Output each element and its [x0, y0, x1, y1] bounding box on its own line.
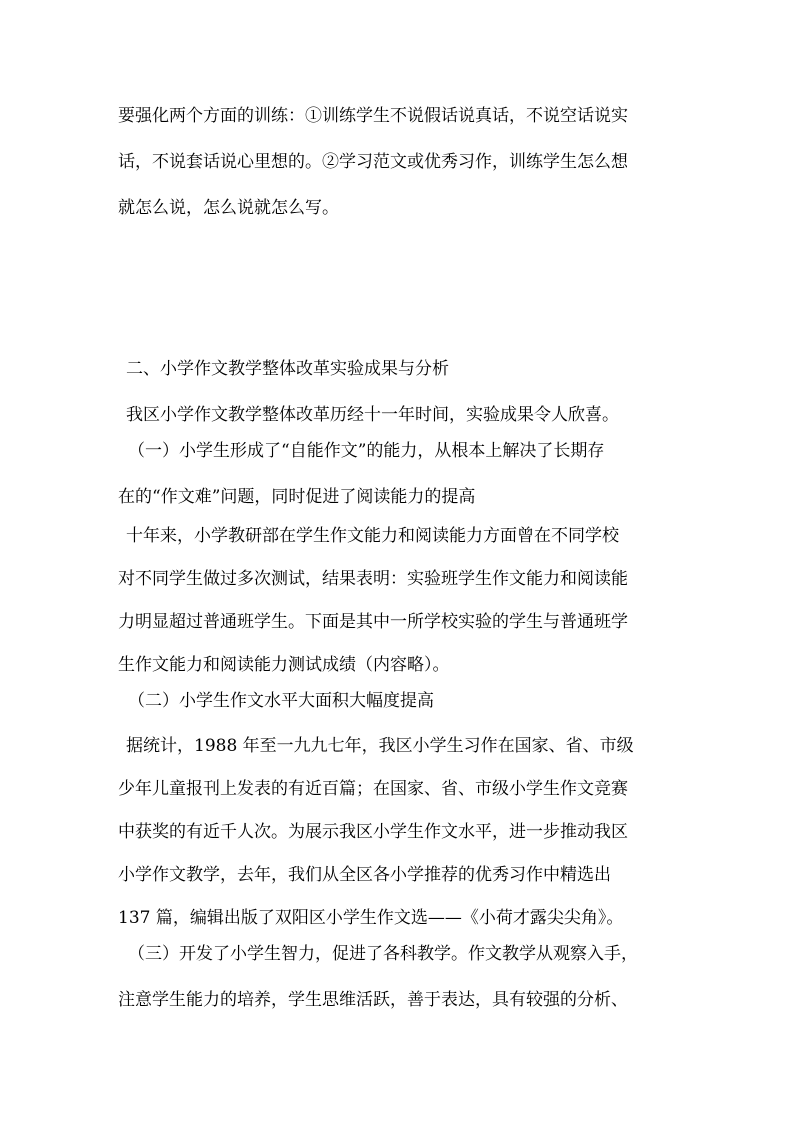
- paragraph-3-line-2: 少年儿童报刊上发表的有近百篇；在国家、省、市级小学生作文竞赛: [118, 779, 628, 799]
- section-intro: 我区小学作文教学整体改革历经十一年时间，实验成果令人欣喜。: [126, 405, 619, 425]
- paragraph-1-line-3: 就怎么说，怎么说就怎么写。: [118, 198, 339, 218]
- subheading-1-line-2: 在的“作文难”问题，同时促进了阅读能力的提高: [118, 487, 476, 507]
- paragraph-2-line-2: 对不同学生做过多次测试，结果表明：实验班学生作文能力和阅读能: [118, 569, 628, 589]
- subheading-2: （二）小学生作文水平大面积大幅度提高: [128, 691, 434, 711]
- section-heading: 二、小学作文教学整体改革实验成果与分析: [126, 359, 449, 379]
- paragraph-1-line-1: 要强化两个方面的训练：①训练学生不说假话说真话，不说空话说实: [118, 106, 628, 126]
- subheading-1-line-1: （一）小学生形成了“自能作文”的能力，从根本上解决了长期存: [128, 441, 605, 461]
- paragraph-1-line-2: 话，不说套话说心里想的。②学习范文或优秀习作，训练学生怎么想: [118, 152, 628, 172]
- paragraph-2-line-4: 生作文能力和阅读能力测试成绩（内容略）。: [118, 655, 450, 675]
- paragraph-3-line-5: 137 篇，编辑出版了双阳区小学生作文选——《小荷才露尖尖角》。: [118, 908, 624, 928]
- paragraph-3-line-4: 小学作文教学，去年，我们从全区各小学推荐的优秀习作中精选出: [118, 865, 611, 885]
- paragraph-3-line-1: 据统计，1988 年至一九九七年，我区小学生习作在国家、省、市级: [126, 736, 634, 756]
- paragraph-2-line-1: 十年来，小学教研部在学生作文能力和阅读能力方面曾在不同学校: [126, 526, 619, 546]
- subheading-3-line-2: 注意学生能力的培养，学生思维活跃，善于表达，具有较强的分析、: [118, 990, 628, 1010]
- paragraph-3-line-3: 中获奖的有近千人次。为展示我区小学生作文水平，进一步推动我区: [118, 822, 628, 842]
- subheading-3-line-1: （三）开发了小学生智力，促进了各科教学。作文教学从观察入手，: [128, 944, 638, 964]
- paragraph-2-line-3: 力明显超过普通班学生。下面是其中一所学校实验的学生与普通班学: [118, 612, 628, 632]
